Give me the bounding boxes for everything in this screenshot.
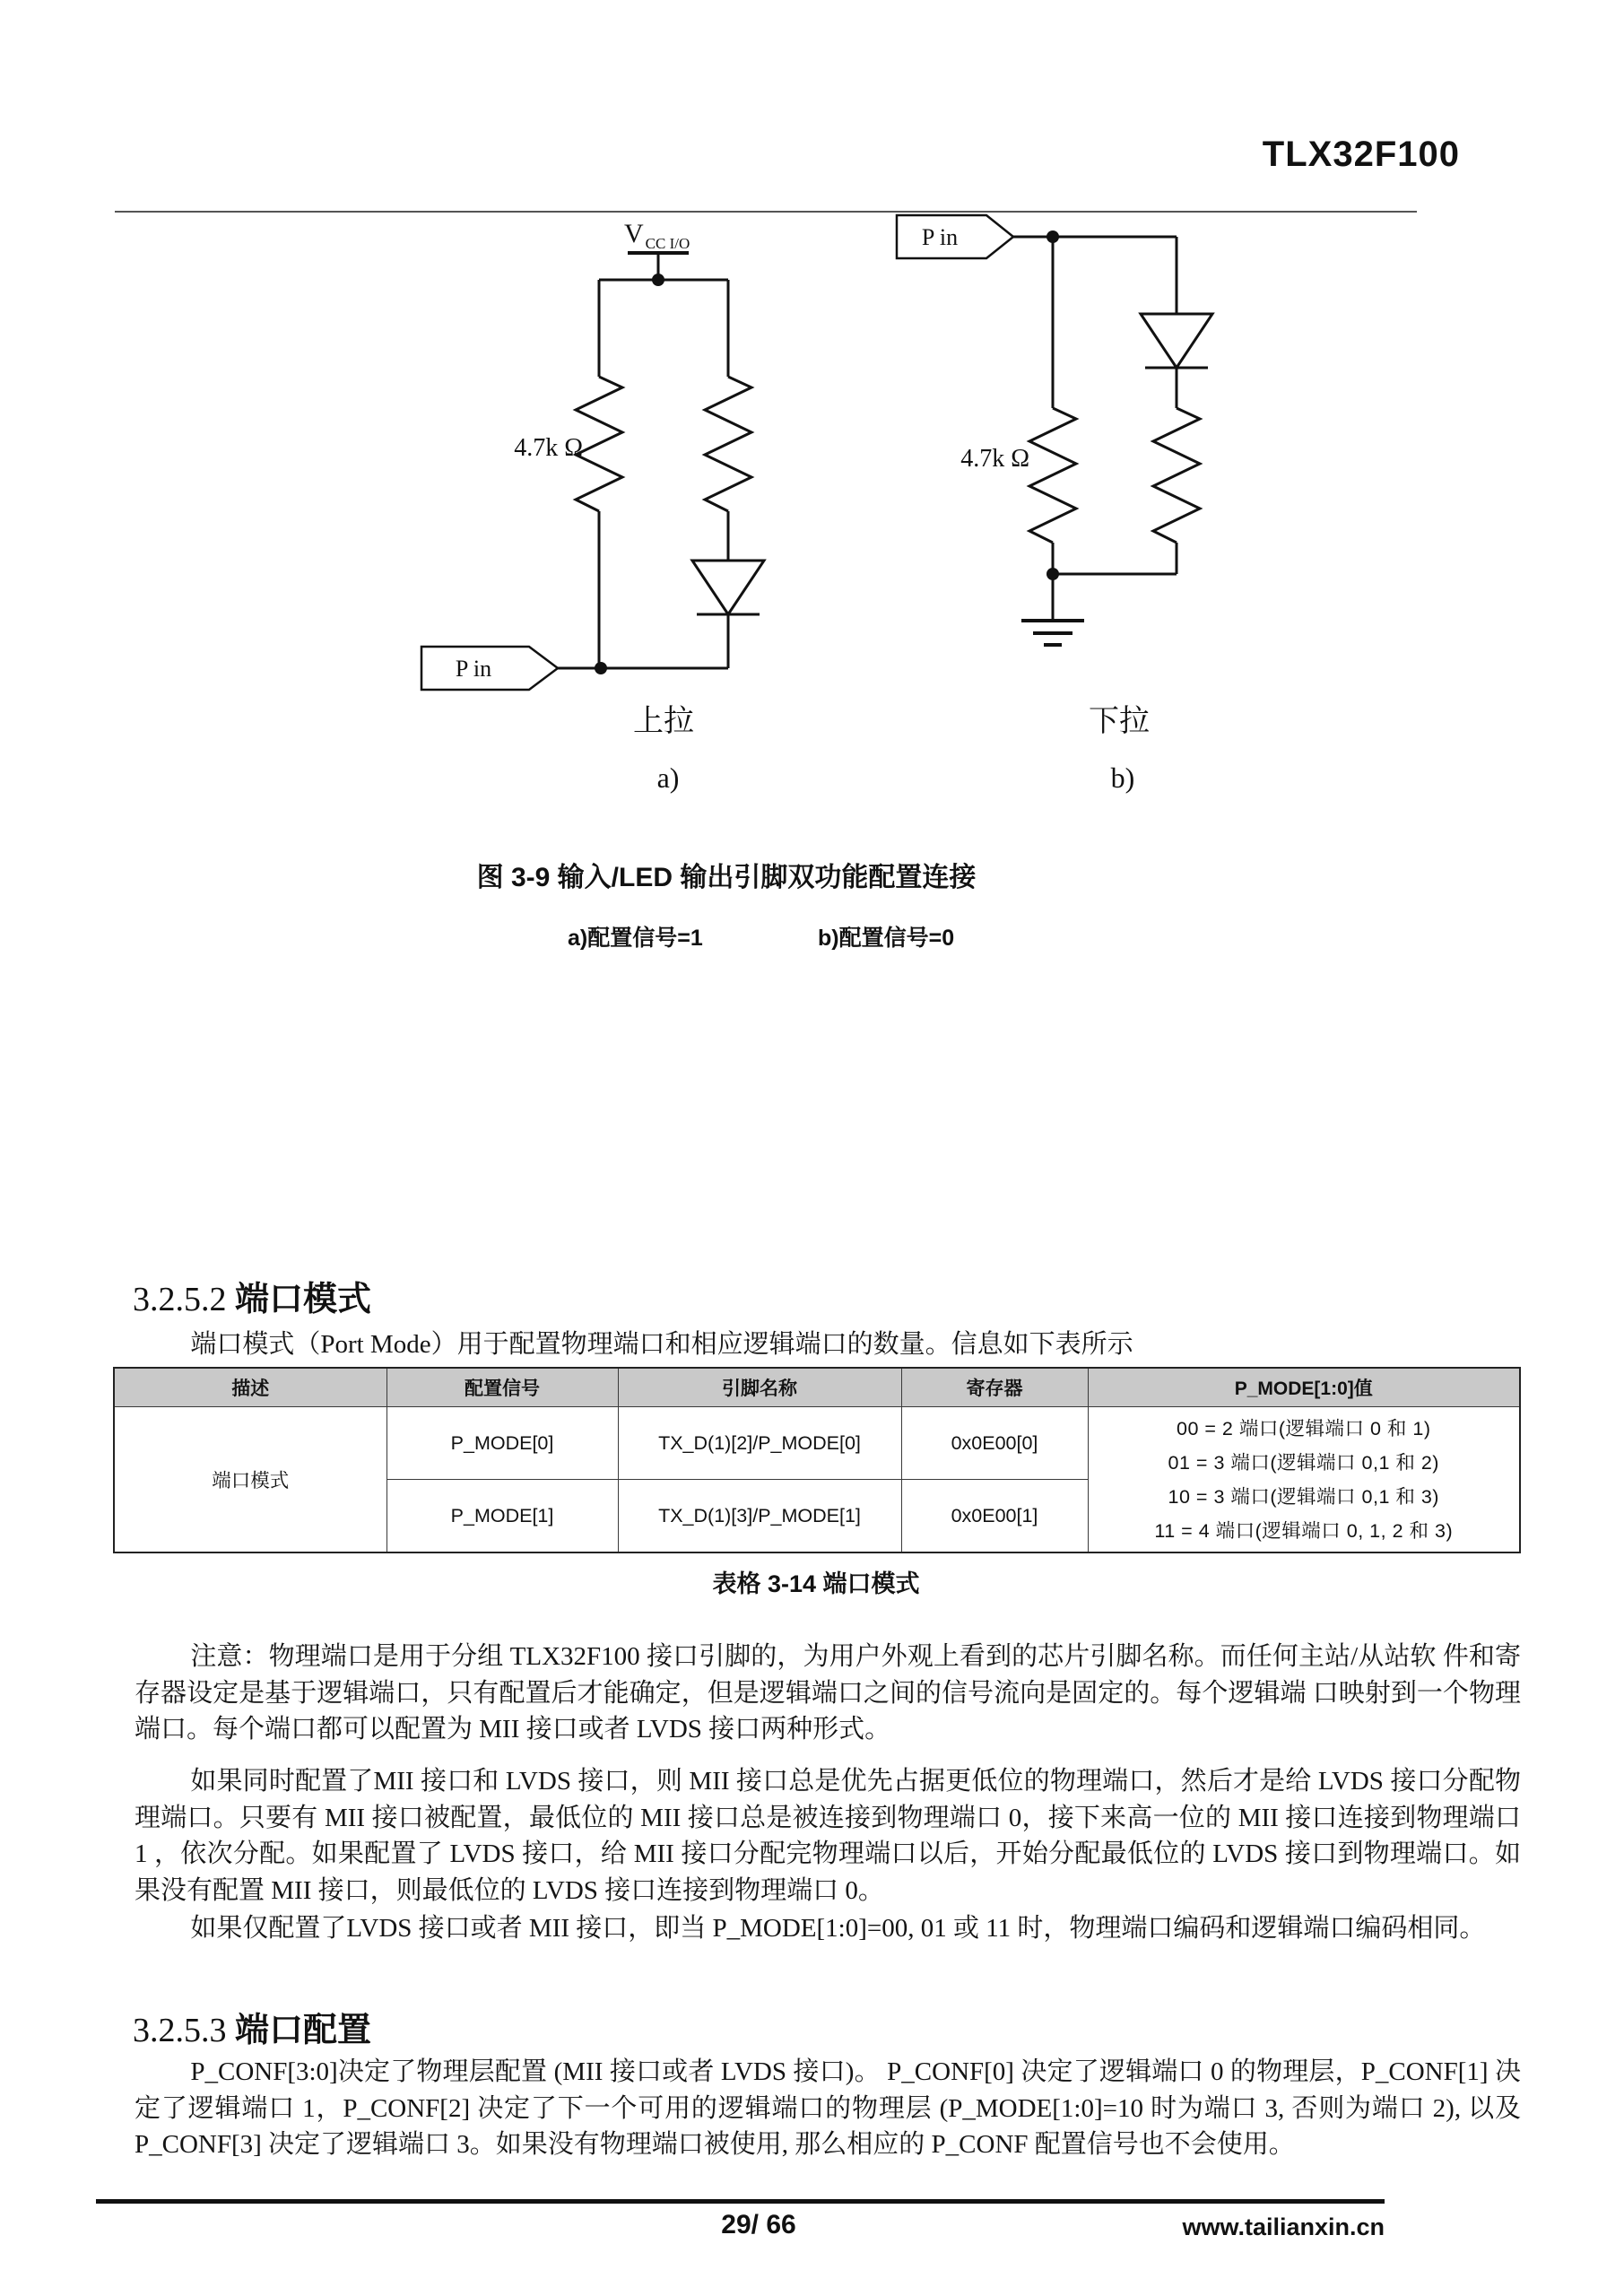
paragraph-mii-lvds: 如果同时配置了MII 接口和 LVDS 接口，则 MII 接口总是优先占据更低位的物理端口，然后才是给 LVDS 接口分配物理端口。只要有 MII 接口被配置，最低位的 MII 接口总是被连接到物理端口 0，接下来高一位的 MII 接口连接到物理端口 1 ，依次分配。如果配置了 LVDS 接口，给 MII 接口分配完物理端口以后，开始分配最低位的 LVDS 接口到物理端口。如果没有配置 MII 接口，则最低位的 LVDS 接口连接到物理端口 0。 <box>135 1767 1521 1905</box>
section-heading-port-mode <box>133 1271 1523 1320</box>
diode-symbol <box>1141 314 1212 368</box>
port-mode-intro: 端口模式（Port Mode）用于配置物理端口和相应逻辑端口的数量。信息如下表所示 <box>190 1330 1133 1359</box>
pmode-value-line: 10 = 3 端口(逻辑端口 0,1 和 3) <box>1168 1485 1439 1508</box>
circuit-a-pullup <box>558 253 764 668</box>
resistor-value-b: 4.7k Ω <box>960 445 1029 473</box>
cell-register: 0x0E00[0] <box>901 1407 1088 1480</box>
dual-function-pin-circuit-diagram <box>0 0 1624 987</box>
pulldown-label: 下拉 <box>1089 705 1150 738</box>
footer-rule <box>96 2199 1385 2204</box>
page-number: 29/ 66 <box>721 2210 796 2239</box>
pin-label-b: P in <box>921 224 959 250</box>
section-title: 端口配置 <box>235 2012 372 2049</box>
pmode-value-line: 11 = 4 端口(逻辑端口 0, 1, 2 和 3) <box>1154 1519 1454 1542</box>
resistor-symbol <box>705 377 751 511</box>
pmode-value-line: 00 = 2 端口(逻辑端口 0 和 1) <box>1176 1417 1431 1439</box>
col-header-description: 描述 <box>114 1368 386 1407</box>
pullup-label: 上拉 <box>633 705 694 738</box>
cell-signal: P_MODE[0] <box>386 1407 618 1480</box>
website-url: www.tailianxin.cn <box>1182 2213 1385 2240</box>
vcc-io-label: V $_{CC I/O}$ <box>624 219 690 252</box>
table-row <box>114 1407 1520 1480</box>
col-header-pmode-value: P_MODE[1:0]值 <box>1088 1368 1520 1407</box>
cell-pmode-values <box>1088 1407 1520 1553</box>
cell-signal: P_MODE[1] <box>386 1480 618 1553</box>
resistor-value-a: 4.7k Ω <box>514 434 583 462</box>
resistor-symbol <box>1029 408 1076 543</box>
pullup-tag: a) <box>656 761 680 794</box>
pulldown-tag: b) <box>1110 761 1135 794</box>
col-header-signal: 配置信号 <box>386 1368 618 1407</box>
figure-caption: 图 3-9 输入/LED 输出引脚双功能配置连接 <box>476 863 977 892</box>
cell-pin-name: TX_D(1)[3]/P_MODE[1] <box>618 1480 901 1553</box>
col-header-register: 寄存器 <box>901 1368 1088 1407</box>
pin-label-a: P in <box>455 656 492 682</box>
circuit-b-pulldown <box>1013 237 1212 645</box>
pmode-value-line: 01 = 3 端口(逻辑端口 0,1 和 2) <box>1168 1451 1439 1474</box>
section-number: 3.2.5.3 <box>133 2012 227 2049</box>
cell-description: 端口模式 <box>114 1407 386 1553</box>
paragraph-note: 注意：物理端口是用于分组 TLX32F100 接口引脚的，为用户外观上看到的芯片引脚名称。而任何主站/从站软 件和寄存器设定是基于逻辑端口，只有配置后才能确定，但是逻辑端口之间的信号流向是固定的。每个逻辑端 口映射到一个物理端口。每个端口都可以配置为 MII 接口或者 LVDS 接口两种形式。 <box>135 1642 1521 1744</box>
table-caption: 表格 3-14 端口模式 <box>712 1570 920 1597</box>
col-header-pin-name: 引脚名称 <box>618 1368 901 1407</box>
junction-dot <box>1046 230 1059 243</box>
cell-pin-name: TX_D(1)[2]/P_MODE[0] <box>618 1407 901 1480</box>
junction-dot <box>1046 568 1059 580</box>
port-mode-table <box>113 1367 1521 1553</box>
junction-dot <box>595 662 607 674</box>
figure-subcaption-a: a)配置信号=1 <box>568 926 703 951</box>
table-header-row <box>114 1368 1520 1407</box>
paragraph-pconf: P_CONF[3:0]决定了物理层配置 (MII 接口或者 LVDS 接口)。 P_CONF[0] 决定了逻辑端口 0 的物理层，P_CONF[1] 决定了逻辑端口 1，P_CONF[2] 决定了下一个可用的逻辑端口的物理层 (P_MODE[1:0]=10 时为端口 3, 否则为端口 2), 以及 P_CONF[3] 决定了逻辑端口 3。如果没有物理端口被使用, 那么相应的 P_CONF 配置信号也不会使用。 <box>135 2057 1521 2159</box>
paragraph-encoding: 如果仅配置了LVDS 接口或者 MII 接口，即当 P_MODE[1:0]=00, 01 或 11 时，物理端口编码和逻辑端口编码相同。 <box>190 1914 1486 1943</box>
page-title: TLX32F100 <box>1262 135 1460 174</box>
resistor-symbol <box>1153 408 1200 543</box>
junction-dot <box>652 274 664 286</box>
diode-symbol <box>692 561 764 614</box>
section-number: 3.2.5.2 <box>133 1281 227 1318</box>
section-title: 端口模式 <box>235 1281 372 1318</box>
section-heading-port-conf <box>133 2002 1523 2051</box>
cell-register: 0x0E00[1] <box>901 1480 1088 1553</box>
figure-subcaption-b: b)配置信号=0 <box>818 926 955 951</box>
